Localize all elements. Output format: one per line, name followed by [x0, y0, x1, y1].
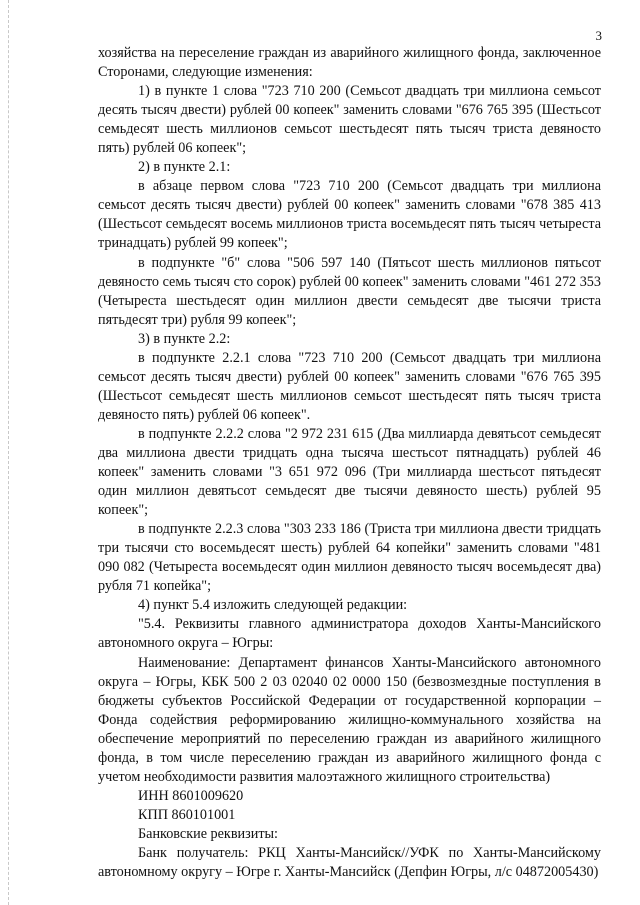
- paragraph-inn: ИНН 8601009620: [138, 787, 244, 804]
- paragraph-name: Наименование: Департамент финансов Ханты-Мансийского автономного округа – Югры, КБК 500 2 03 02040 02 0000 150 (безвозмездные поступления в бюджеты субъектов Российской Федерации от государственной корпорации – Фонда содействия реформированию жилищно-коммунального хозяйства на обеспечение мероприятий по переселению граждан из аварийного жилищного фонда, в том числе переселению граждан из аварийного жилищного фонда с учетом необходимости развития малоэтажного жилищного строительства): [98, 654, 601, 785]
- document-body: [98, 44, 601, 882]
- paragraph-item-2: 2) в пункте 2.1:: [138, 159, 231, 176]
- paragraph-2-2-3: в подпункте 2.2.3 слова "303 233 186 (Триста три миллиона двести тридцать три тысячи сто восемьдесят шесть) рублей 64 копейки" заменить словами "481 090 082 (Четыреста восемьдесят один миллион девяносто тысяч восемьдесят два) рубля 71 копейка";: [98, 521, 601, 595]
- paragraph-2-1-first: в абзаце первом слова "723 710 200 (Семьсот двадцать три миллиона семьсот десять тысяч двести) рублей 00 копеек" заменить словами "678 385 413 (Шестьсот семьдесят восемь миллионов триста восемьдесят пять тысяч четыреста тринадцать) рублей 99 копеек";: [98, 178, 601, 252]
- page-number: 3: [595, 28, 602, 43]
- scan-edge-line: [8, 0, 10, 905]
- paragraph-2-2-1: в подпункте 2.2.1 слова "723 710 200 (Семьсот двадцать три миллиона семьсот десять тысяч двести) рублей 00 копеек" заменить словами "676 765 395 (Шестьсот семьдесят шесть миллионов семьсот шестьдесят пять тысяч триста девяносто пять) рублей 06 копеек".: [98, 349, 601, 423]
- paragraph-2-2-2: в подпункте 2.2.2 слова "2 972 231 615 (Два миллиарда девятьсот семьдесят два миллиона двести тридцать одна тысяча шестьсот пятнадцать) рублей 46 копеек" заменить словами "3 651 972 096 (Три миллиарда шестьсот пятьдесят один миллион девятьсот семьдесят две тысячи девяносто шесть) рублей 95 копеек";: [98, 425, 601, 519]
- paragraph-item-4: 4) пункт 5.4 изложить следующей редакции:: [138, 597, 408, 614]
- paragraph-intro: хозяйства на переселение граждан из аварийного жилищного фонда, заключенное Сторонами, следующие изменения:: [98, 45, 601, 81]
- paragraph-item-3: 3) в пункте 2.2:: [138, 330, 231, 347]
- paragraph-kpp: КПП 860101001: [138, 806, 236, 823]
- paragraph-bank-recipient: Банк получатель: РКЦ Ханты-Мансийск//УФК по Ханты-Мансийскому автономному округу – Югре г. Ханты-Мансийск (Депфин Югры, л/с 04872005430): [98, 844, 601, 881]
- paragraph-bank-heading: Банковские реквизиты:: [138, 825, 278, 842]
- paragraph-2-1-b: в подпункте "б" слова "506 597 140 (Пятьсот шесть миллионов пятьсот девяносто семь тысяч сто сорок) рублей 00 копеек" заменить словами "461 272 353 (Четыреста шестьдесят один миллион двести семьдесят две тысячи триста пятьдесят три) рубля 99 копеек";: [98, 254, 601, 328]
- paragraph-5-4-heading: "5.4. Реквизиты главного администратора доходов Ханты-Мансийского автономного округа – Югры:: [98, 616, 601, 652]
- paragraph-item-1: 1) в пункте 1 слова "723 710 200 (Семьсот двадцать три миллиона семьсот десять тысяч двести) рублей 00 копеек" заменить словами "676 765 395 (Шестьсот семьдесят шесть миллионов семьсот шестьдесят пять тысяч триста девяносто пять) рублей 06 копеек";: [98, 83, 601, 157]
